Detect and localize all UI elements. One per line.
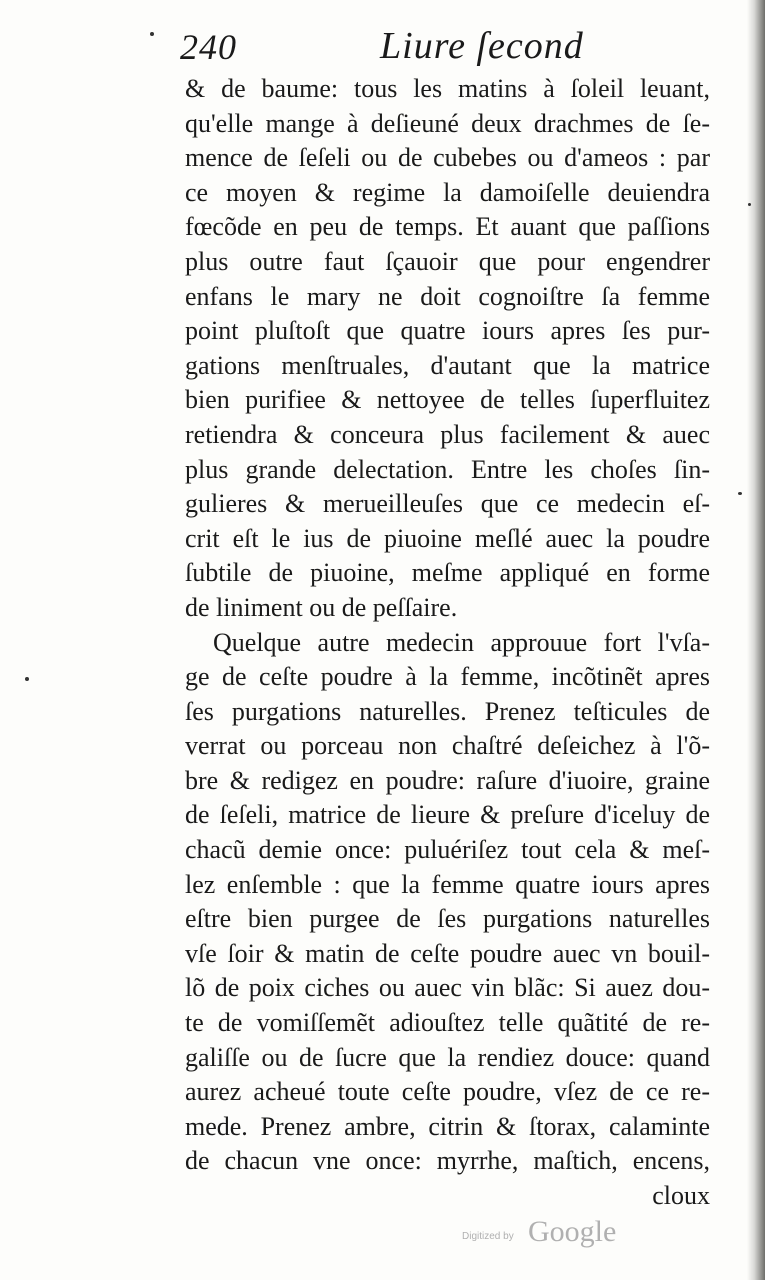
text-line: qu'elle mange à deſieuné deux drachmes de ſe- xyxy=(185,108,710,138)
page-number: 240 xyxy=(180,27,237,67)
google-wordmark: Google xyxy=(528,1215,617,1248)
page-edge-shadow xyxy=(747,0,765,1280)
text-line: chacũ demie once: puluériſez tout cela & meſ- xyxy=(185,835,710,865)
paragraph-start-line: Quelque autre medecin approuue fort l'vſa- xyxy=(213,627,710,657)
ink-speck xyxy=(25,677,29,681)
text-line: plus outre faut ſçauoir que pour engendrer xyxy=(185,246,710,276)
running-title: Liure ſecond xyxy=(380,25,584,67)
catchword: cloux xyxy=(652,1181,710,1210)
text-line: ſubtile de piuoine, meſme appliqué en forme xyxy=(185,558,710,588)
text-line: aurez acheué toute ceſte poudre, vſez de ce re- xyxy=(185,1077,710,1107)
text-line: gulieres & merueilleuſes que ce medecin eſ- xyxy=(185,489,710,519)
text-line: eſtre bien purgee de ſes purgations naturelles xyxy=(185,904,710,934)
text-line: gations menſtruales, d'autant que la matrice xyxy=(185,350,710,380)
text-line: fœcõde en peu de temps. Et auant que paſſions xyxy=(185,212,710,242)
text-line: ſes purgations naturelles. Prenez teſticules de xyxy=(185,696,710,726)
digitization-watermark xyxy=(462,1215,632,1255)
text-line: retiendra & conceura plus facilement & auec xyxy=(185,419,710,449)
ink-speck xyxy=(748,203,751,206)
text-line: mence de ſeſeli ou de cubebes ou d'ameos : par xyxy=(185,143,710,173)
digitized-by-label: Digitized by xyxy=(462,1231,514,1242)
text-line: galiſſe ou de ſucre que la rendiez douce: quand xyxy=(185,1042,710,1072)
ink-speck xyxy=(150,32,154,36)
text-line: lez enſemble : que la femme quatre iours apres xyxy=(185,869,710,899)
text-line: point pluſtoſt que quatre iours apres ſes pur- xyxy=(185,316,710,346)
text-line: vſe ſoir & matin de ceſte poudre auec vn bouil- xyxy=(185,938,710,968)
text-line: ge de ceſte poudre à la femme, incõtinẽt apres xyxy=(185,662,710,692)
text-line: enfans le mary ne doit cognoiſtre ſa femme xyxy=(185,281,710,311)
text-line: & de baume: tous les matins à ſoleil leuant, xyxy=(185,74,710,103)
page-header xyxy=(180,18,720,72)
text-line: de ſeſeli, matrice de lieure & preſure d'iceluy de xyxy=(185,800,710,830)
ink-speck xyxy=(738,492,742,495)
text-line: lõ de poix ciches ou auec vin blãc: Si auez dou- xyxy=(185,973,710,1003)
text-line: bre & redigez en poudre: raſure d'iuoire, graine xyxy=(185,765,710,795)
text-line: plus grande delectation. Entre les choſes ſin- xyxy=(185,454,710,484)
text-line: te de vomiſſemẽt adiouſtez telle quãtité de re- xyxy=(185,1008,710,1038)
text-line: de chacun vne once: myrrhe, maſtich, encens, xyxy=(185,1146,710,1176)
text-line: crit eſt le ius de piuoine meſlé auec la poudre xyxy=(185,523,710,553)
text-line: mede. Prenez ambre, citrin & ſtorax, calaminte xyxy=(185,1111,710,1141)
text-line: bien purifiee & nettoyee de telles ſuperfluitez xyxy=(185,385,710,415)
text-line: ce moyen & regime la damoiſelle deuiendra xyxy=(185,177,710,207)
body-text xyxy=(185,72,710,1214)
text-line: verrat ou porceau non chaſtré deſeichez à l'õ- xyxy=(185,731,710,761)
paragraph-end-line: de liniment ou de peſſaire. xyxy=(185,592,458,622)
